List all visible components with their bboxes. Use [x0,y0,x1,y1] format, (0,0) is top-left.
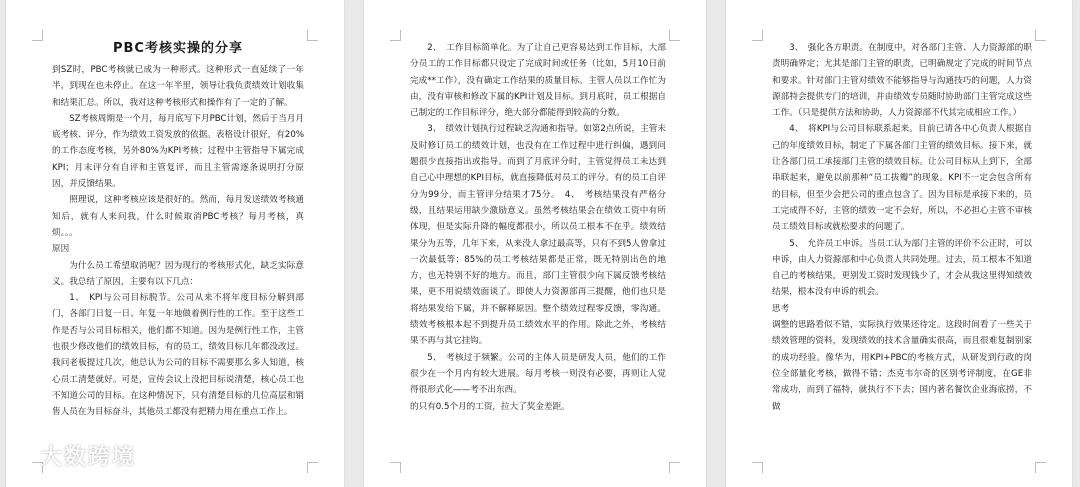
document-page-3 [726,0,1072,487]
page-text[interactable] [410,40,666,415]
margin-corner-mark [307,30,318,41]
paragraph: 的只有0.5个月的工资，拉大了奖金差距。 [410,401,570,412]
margin-corner-mark [1035,462,1046,473]
paragraph: 5、 考核过于频繁。公司的主体人员是研发人员，他们的工作很少在一个月内有较大进展。每月考核一则没有必要，再则让人觉得很形式化——考不出东西。 [410,352,666,396]
section-heading: 原因 [52,244,70,255]
margin-corner-mark [669,30,680,41]
document-title: PBC考核实操的分享 [113,41,243,56]
paragraph: 5、 允许员工申诉。当员工认为部门主管的评价不公正时，可以申诉，由人力资源部和中心负责人共同处理。过去，员工根本不知道自己的考核结果，更别发工资时发现钱少了，才会从我这里得知绩效结果，根本没有申诉的机会。 [772,238,1032,298]
chat-bubble-logo-icon [6,443,36,469]
document-page-2 [364,0,706,487]
section-heading: 思考 [772,303,790,314]
margin-corner-mark [752,462,763,473]
paragraph: 到SZ时，PBC考核就已成为一种形式。这种形式一直延续了一年半，到现在也未停止。在这一年半里，领导让我负责绩效计划收集和结果汇总。所以，我对这种考核形式和操作有了一定的了解。 [52,65,304,108]
margin-corner-mark [669,462,680,473]
margin-corner-mark [390,462,401,473]
paragraph: 2、 工作目标简单化。为了让自己更容易达到工作目标，大部分员工的工作目标都只设定了完成时间或任务（比如，5月10日前完成**工作），没有确定工作结果的质量目标。主管人员以工作忙为由，没有审核和修改下属的KPI计划及目标。到月底时，员工根据自己制定的工作目标评分，绝大部分都能得到较高的分数。 [410,43,666,119]
paragraph: 照理说，这种考核应该是很好的。然而，每月发送绩效考核通知后，就有人来问我，什么时候取消PBC考核？每月考核，真烦。。。 [52,195,304,238]
watermark [6,440,136,471]
paragraph: 为什么员工希望取消呢？因为现行的考核形式化，缺乏实际意义。我总结了原因，主要有以下几点： [52,260,304,287]
paragraph: 调整的思路看似不错，实际执行效果还待定。这段时间看了一些关于绩效管理的资料，发现绩效的技术含量确实很高，而且很难复制别家的成功经验。像华为，用KPI+PBC的考核方式，从研发到行政的岗位全部量化考核，做得不错；杰克韦尔奇的区别考评制度，在GE非常成功，而到了福特，就执行不下去；国内著名餐饮企业海底捞，不做 [772,320,1032,412]
margin-corner-mark [752,30,763,41]
paragraph: 1、 KPI与公司目标脱节。公司从来不将年度目标分解到部门，各部门日复一日、年复一年地做着例行性的工作。至于这些工作是否与公司目标相关，他们都不知道。因为是例行性工作，主管也很少修改他们的绩效目标，有的员工，绩效目标几年都没改过。我问老板提过几次，他总认为公司的目标不需要那么多人知道，核心员工清楚就好。可是，宣传会议上没把目标说清楚，核心员工也不知道公司的目标。在这种情况下，只有清楚目标的几位高层和销售人员在为目标奋斗，其他员工都没有把精力用在重点工作上。 [52,293,304,418]
margin-corner-mark [307,462,318,473]
paragraph: 3、 绩效计划执行过程缺乏沟通和指导。如第2点所说，主管未及时修订员工的绩效计划，也没有在工作过程中进行纠偏，遇到问题很少直接指出或指导。而到了月底评分时，主管觉得员工未达到自己心中理想的KPI目标，就直接降低对员工的评分。有的员工自评分为99分，而主管评分结果才75分。 4、 考核结果没有严格分级，且结果运用缺少激励意义。虽然考核结果会在绩效工资中有所体现，但是实际升降的幅度都很小，所以员工根本不在乎。绩效结果分为五等，几年下来，从来没人拿过最高等，只有不到5人曾拿过一次最低等；85%的员工考核结果都是正常，既无特别出色的地方，也无特别不好的地方。而且，部门主管很少向下属反馈考核结果，更不用说绩效面谈了。即使人力资源部再三提醒，他们也只是将结果发给下属，并不解释原因。整个绩效过程零反馈，零沟通。绩效考核根本起不到提升员工绩效水平的作用。除此之外，考核结果不再与其它挂钩。 [410,124,666,347]
page-text[interactable] [52,38,304,421]
margin-corner-mark [32,30,43,41]
paragraph: 3、 强化各方职责。在制度中，对各部门主管、人力资源部的职责明确界定；尤其是部门主管的职责，已明确规定了完成的时间节点和要求。针对部门主管对绩效不能够指导与沟通技巧的问题，人力资源部特会提供专门的培训，并由绩效专员随时协助部门主管完成这些工作。（只是提供方法和协助，人力资源部不代其完成相应工作。） [772,43,1032,119]
watermark-text: 大数跨境 [40,445,137,470]
page-text[interactable] [772,40,1032,415]
paragraph: 4、 将KPI与公司目标联系起来。目前已请各中心负责人根据自己的年度绩效目标，制定了下属各部门主管的绩效目标。接下来，就让各部门员工承接部门主管的绩效目标。让公司目标从上到下，全部串联起来，避免以前那种“员工拔瓣”的现象。KPI不一定会包含所有的目标，但至少会把公司的重点包含了。因为目标是承接下来的，员工完成得不好，主管的绩效一定不会好，所以，不必担心主管不审核员工绩效目标或就松要求的问题了。 [772,124,1032,233]
document-page-1 [6,0,344,487]
paragraph: SZ考核周期是一个月，每月底写下月PBC计划，然后于当月月底考核、评分，作为绩效工资发放的依据。表格设计很好，有20%的工作态度考核，另外80%为KPI考核；过程中主管指导下属完成KPI；月末评分有自评和主管复评，而且主管需逐条说明打分原因，并反馈结果。 [52,113,304,190]
margin-corner-mark [1035,30,1046,41]
margin-corner-mark [390,30,401,41]
